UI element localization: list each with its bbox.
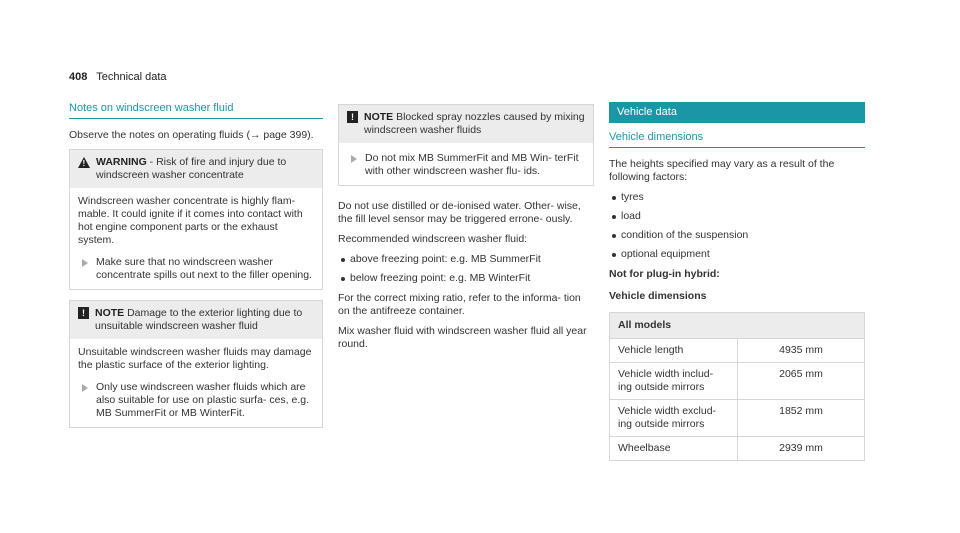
table-cell-value: 1852 mm bbox=[738, 400, 865, 437]
note-heading-text: Damage to the exterior lighting due to unsuitable windscreen washer fluid bbox=[95, 307, 303, 332]
table-cell-label: Vehicle width exclud- ing outside mirrors bbox=[610, 400, 738, 437]
table-cell-label: Vehicle width includ- ing outside mirrors bbox=[610, 363, 738, 400]
intro-text-content: Observe the notes on operating fluids (→ page 399). bbox=[69, 129, 314, 141]
action-arrow-icon bbox=[82, 384, 88, 392]
warning-body-text: Windscreen washer concentrate is highly flam- mable. It could ignite if it comes into contact with hot engine component parts or the exhaust system. bbox=[78, 195, 303, 246]
warning-action-text: Make sure that no windscreen washer concentrate spills out next to the filler opening. bbox=[96, 256, 312, 281]
recommended-fluid-text: Recommended windscreen washer fluid: bbox=[338, 233, 528, 245]
warning-box bbox=[69, 149, 323, 290]
warning-action bbox=[78, 256, 314, 282]
table-row bbox=[610, 400, 865, 437]
table-cell-label: Wheelbase bbox=[610, 437, 738, 461]
dimensions-subheading: Vehicle dimensions bbox=[609, 290, 707, 302]
table-row bbox=[610, 437, 865, 461]
fluid-list bbox=[338, 253, 594, 285]
note-header-lighting bbox=[70, 301, 322, 339]
table-row bbox=[610, 363, 865, 400]
warning-label: WARNING bbox=[96, 156, 147, 168]
note-action-nozzles bbox=[347, 152, 585, 178]
warning-triangle-icon: ! bbox=[78, 157, 90, 168]
table-cell-value: 2065 mm bbox=[738, 363, 865, 400]
section-title: Technical data bbox=[96, 71, 167, 83]
table-cell-label: Vehicle length bbox=[610, 339, 738, 363]
note-body-lighting bbox=[70, 339, 322, 427]
year-round-text: Mix washer fluid with windscreen washer fluid all year round. bbox=[338, 325, 587, 350]
heights-intro-text: The heights specified may vary as a result of the following factors: bbox=[609, 158, 835, 183]
intro-text bbox=[69, 129, 323, 142]
washer-fluid-title: Notes on windscreen washer fluid bbox=[69, 102, 323, 119]
note-box-lighting bbox=[69, 300, 323, 428]
page-header bbox=[69, 71, 167, 83]
warning-heading bbox=[96, 156, 314, 182]
action-arrow-icon bbox=[351, 155, 357, 163]
table-row bbox=[610, 339, 865, 363]
warning-heading-text: - Risk of fire and injury due to windscreen washer concentrate bbox=[96, 156, 287, 181]
distilled-water-text: Do not use distilled or de-ionised water. Other- wise, the fill level sensor may be triggered errone- ously. bbox=[338, 200, 581, 225]
note-heading-lighting bbox=[95, 307, 314, 333]
note-label: NOTE bbox=[364, 111, 394, 123]
note-action-text: Only use windscreen washer fluids which are also suitable for use on plastic surfa- ces, e.g. MB SummerFit or MB WinterFit. bbox=[96, 381, 310, 419]
vehicle-data-bar: Vehicle data bbox=[609, 102, 865, 123]
list-item: optional equipment bbox=[609, 248, 865, 261]
note-box-nozzles bbox=[338, 104, 594, 186]
note-heading-nozzles bbox=[364, 111, 585, 137]
dimensions-table bbox=[609, 312, 865, 461]
note-exclamation-icon: ! bbox=[78, 307, 89, 319]
column-right bbox=[609, 102, 865, 461]
mixing-ratio-text: For the correct mixing ratio, refer to the informa- tion on the antifreeze container. bbox=[338, 292, 581, 317]
list-item: load bbox=[609, 210, 865, 223]
column-middle bbox=[338, 102, 594, 358]
page-number: 408 bbox=[69, 71, 88, 83]
table-cell-value: 4935 mm bbox=[738, 339, 865, 363]
list-item: tyres bbox=[609, 191, 865, 204]
table-cell-value: 2939 mm bbox=[738, 437, 865, 461]
plug-in-hybrid-heading: Not for plug-in hybrid: bbox=[609, 268, 720, 280]
table-header-row bbox=[610, 313, 865, 339]
note-heading-text: Blocked spray nozzles caused by mixing windscreen washer fluids bbox=[364, 111, 585, 136]
column-left bbox=[69, 102, 323, 438]
list-item: below freezing point: e.g. MB WinterFit bbox=[338, 272, 594, 285]
warning-body bbox=[70, 188, 322, 289]
vehicle-dimensions-title: Vehicle dimensions bbox=[609, 131, 865, 148]
action-arrow-icon bbox=[82, 259, 88, 267]
list-item: above freezing point: e.g. MB SummerFit bbox=[338, 253, 594, 266]
table-header: All models bbox=[610, 313, 865, 339]
warning-header bbox=[70, 150, 322, 188]
note-body-nozzles bbox=[339, 143, 593, 185]
note-body-text: Unsuitable windscreen washer fluids may damage the plastic surface of the exterior lighting. bbox=[78, 346, 312, 371]
note-header-nozzles bbox=[339, 105, 593, 143]
factors-list bbox=[609, 191, 865, 261]
note-action-lighting bbox=[78, 381, 314, 420]
list-item: condition of the suspension bbox=[609, 229, 865, 242]
note-action-text: Do not mix MB SummerFit and MB Win- terFit with other windscreen washer flu- ids. bbox=[365, 152, 579, 177]
note-label: NOTE bbox=[95, 307, 125, 319]
note-exclamation-icon: ! bbox=[347, 111, 358, 123]
